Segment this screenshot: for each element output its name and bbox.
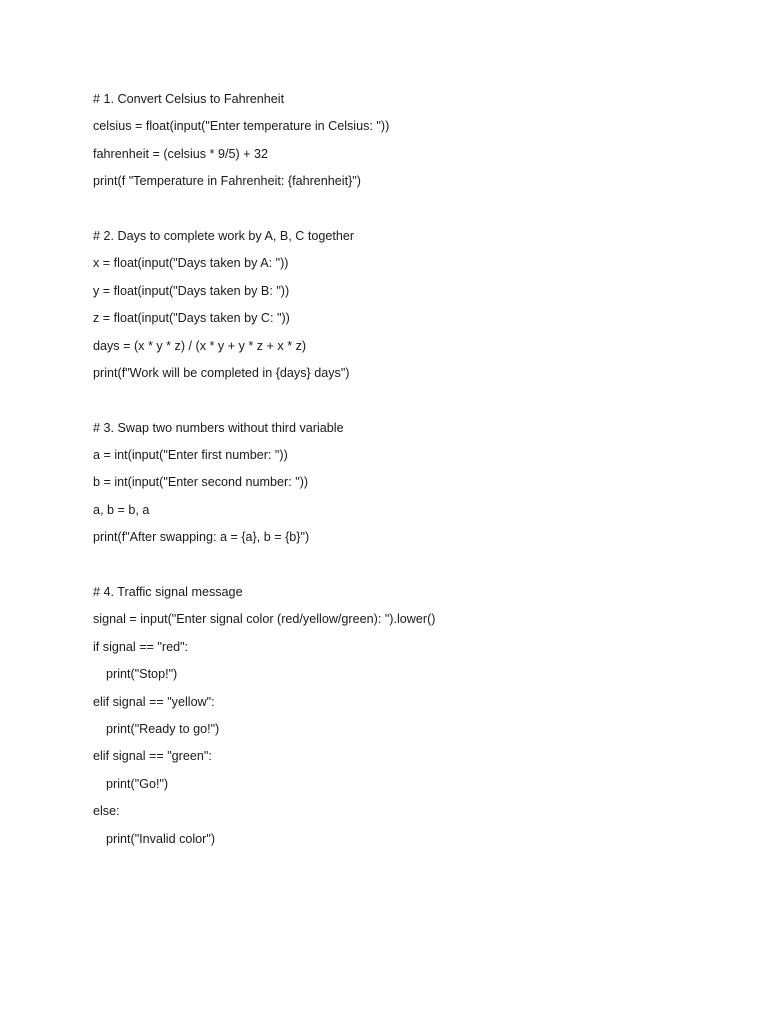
code-line: days = (x * y * z) / (x * y + y * z + x * z) bbox=[93, 338, 307, 353]
code-section-2 bbox=[93, 223, 713, 387]
code-line: y = float(input("Days taken by B: ")) bbox=[93, 283, 290, 298]
code-line: a, b = b, a bbox=[93, 502, 150, 517]
document-body bbox=[93, 86, 713, 853]
code-line: fahrenheit = (celsius * 9/5) + 32 bbox=[93, 146, 269, 161]
code-line: celsius = float(input("Enter temperature in Celsius: ")) bbox=[93, 119, 390, 134]
code-line: print(f"Work will be completed in {days} days") bbox=[93, 365, 350, 380]
code-line: a = int(input("Enter first number: ")) bbox=[93, 448, 288, 463]
code-line: signal = input("Enter signal color (red/yellow/green): ").lower() bbox=[93, 612, 436, 627]
code-line: z = float(input("Days taken by C: ")) bbox=[93, 311, 290, 326]
section-heading-comment: # 2. Days to complete work by A, B, C together bbox=[93, 228, 355, 243]
section-heading-comment: # 1. Convert Celsius to Fahrenheit bbox=[93, 92, 285, 106]
code-line: print("Stop!") bbox=[106, 667, 178, 682]
code-line: print("Go!") bbox=[106, 776, 169, 791]
code-line: print("Invalid color") bbox=[106, 831, 216, 846]
code-line: elif signal == "yellow": bbox=[93, 694, 215, 709]
code-line: print("Ready to go!") bbox=[106, 721, 220, 736]
code-line: else: bbox=[93, 804, 120, 819]
code-line: print(f "Temperature in Fahrenheit: {fahrenheit}") bbox=[93, 174, 361, 189]
code-line: print(f"After swapping: a = {a}, b = {b}") bbox=[93, 530, 310, 545]
code-line: if signal == "red": bbox=[93, 639, 189, 654]
code-line: b = int(input("Enter second number: ")) bbox=[93, 475, 309, 490]
code-line: x = float(input("Days taken by A: ")) bbox=[93, 256, 289, 271]
code-section-1 bbox=[93, 86, 713, 196]
code-section-4 bbox=[93, 579, 713, 853]
section-heading-comment: # 4. Traffic signal message bbox=[93, 585, 243, 600]
section-heading-comment: # 3. Swap two numbers without third variable bbox=[93, 420, 344, 435]
code-line: elif signal == "green": bbox=[93, 749, 212, 764]
code-section-3 bbox=[93, 415, 713, 552]
